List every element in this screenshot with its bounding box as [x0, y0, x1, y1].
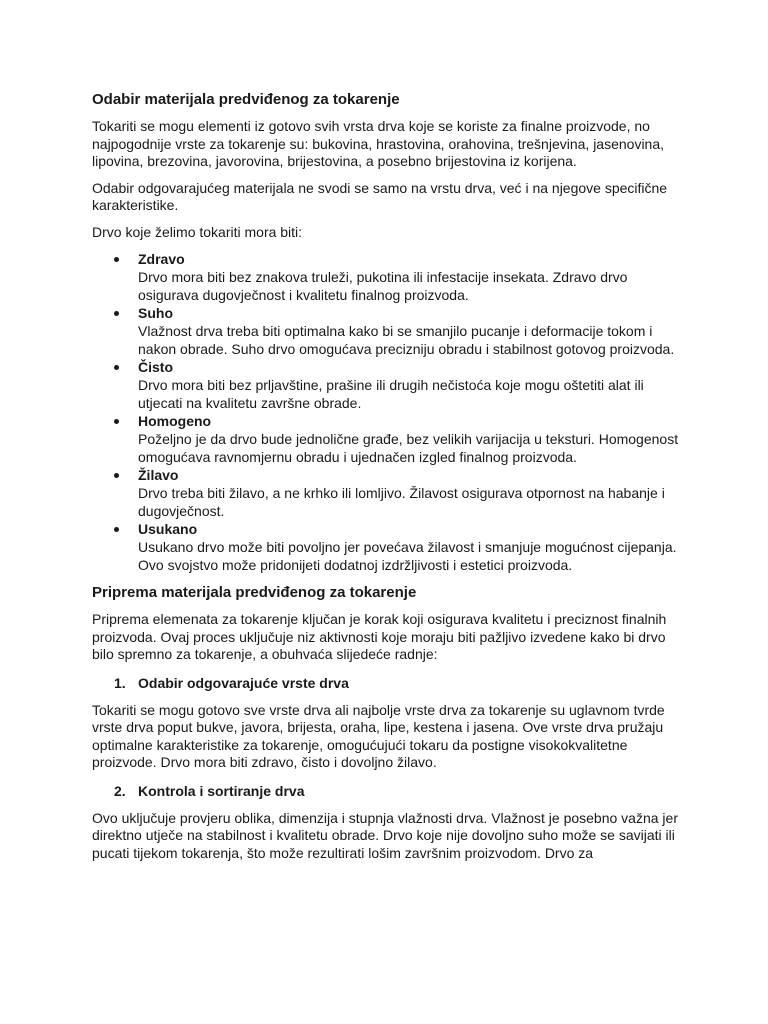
property-term: Homogeno — [138, 413, 212, 429]
section-heading-material-selection: Odabir materijala predviđenog za tokarenje — [92, 91, 400, 108]
list-item — [92, 466, 687, 520]
step-number: 2. — [114, 782, 126, 799]
property-term: Suho — [138, 305, 173, 321]
bullet-icon — [114, 473, 119, 478]
property-term: Zdravo — [138, 251, 185, 267]
bullet-icon — [114, 311, 119, 316]
property-description: Drvo mora biti bez prljavštine, prašine ili drugih nečistoća koje mogu oštetiti alat ili utjecati na kvalitetu završne obrade. — [138, 377, 644, 411]
property-description: Vlažnost drva treba biti optimalna kako bi se smanjilo pucanje i deformacije tokom i nakon obrade. Suho drvo omogućava precizniju obradu i stabilnost gotovog proizvoda. — [138, 323, 675, 357]
property-description: Usukano drvo može biti povoljno jer povećava žilavost i smanjuje mogućnost cijepanja. Ovo svojstvo može pridonijeti dodatnoj izdržljivosti i estetici proizvoda. — [138, 539, 677, 573]
list-item — [92, 304, 687, 358]
step-1-paragraph: Tokariti se mogu gotovo sve vrste drva ali najbolje vrste drva za tokarenje su uglavnom tvrde vrste drva poput bukve, javora, brijesta, oraha, lipe, kestena i jasena. Ove vrste drva pružaju optimalne karakteristike za tokarenje, omogućujući tokaru da postigne visokokvalitetne proizvode. Drvo mora biti zdravo, čisto i dovoljno žilavo. — [92, 701, 665, 770]
property-term: Čisto — [138, 359, 173, 375]
intro-paragraph: Tokariti se mogu elementi iz gotovo svih vrsta drva koje se koriste za finalne proizvode, no najpogodnije vrste za tokarenje su: bukovina, hrastovina, orahovina, trešnjevina, jasenovina, lipovina, brezovina, javorovina, brijestovina, a posebno brijestovina iz korijena. — [92, 118, 665, 169]
step-title: Odabir odgovarajuće vrste drva — [138, 674, 349, 691]
step-number: 1. — [114, 674, 126, 691]
property-description: Drvo mora biti bez znakova truleži, pukotina ili infestacije insekata. Zdravo drvo osigurava dugovječnost i kvalitetu finalnog proizvoda. — [138, 269, 628, 303]
list-item — [92, 412, 687, 466]
property-description: Drvo treba biti žilavo, a ne krhko ili lomljivo. Žilavost osigurava otpornost na habanje i dugovječnost. — [138, 485, 665, 519]
bullet-icon — [114, 527, 119, 532]
property-term: Žilavo — [138, 467, 179, 483]
document-page — [92, 90, 687, 862]
bullet-icon — [114, 419, 119, 424]
property-term: Usukano — [138, 521, 198, 537]
step-title: Kontrola i sortiranje drva — [138, 782, 305, 799]
wood-properties-list — [92, 250, 687, 574]
step-2-paragraph: Ovo uključuje provjeru oblika, dimenzija i stupnja vlažnosti drva. Vlažnost je posebno važna jer direktno utječe na stabilnost i kvalitetu obrade. Drvo koje nije dovoljno suho može se savijati ili pucati tijekom tokarenja, što može rezultirati lošim završnim proizvodom. Drvo za — [92, 809, 678, 861]
step-heading-control-sorting — [92, 782, 687, 800]
bullet-icon — [114, 257, 119, 262]
characteristics-paragraph: Odabir odgovarajućeg materijala ne svodi se samo na vrstu drva, već i na njegove specifične karakteristike. — [92, 179, 668, 213]
section-heading-material-preparation: Priprema materijala predviđenog za tokarenje — [92, 584, 417, 601]
preparation-intro-paragraph: Priprema elemenata za tokarenje ključan je korak koji osigurava kvalitetu i preciznost finalnih proizvoda. Ovaj proces uključuje niz aktivnosti koje moraju biti pažljivo izvedene kako bi drvo bilo spremno za tokarenje, a obuhvaća slijedeće radnje: — [92, 611, 667, 662]
list-item — [92, 358, 687, 412]
property-description: Poželjno je da drvo bude jednolične građe, bez velikih varijacija u teksturi. Homogenost omogućava ravnomjernu obradu i ujednačen izgled finalnog proizvoda. — [138, 431, 679, 465]
bullet-icon — [114, 365, 119, 370]
requirements-lead-paragraph: Drvo koje želimo tokariti mora biti: — [92, 223, 303, 240]
list-item — [92, 520, 687, 574]
step-heading-wood-selection — [92, 674, 687, 692]
list-item — [92, 250, 687, 304]
